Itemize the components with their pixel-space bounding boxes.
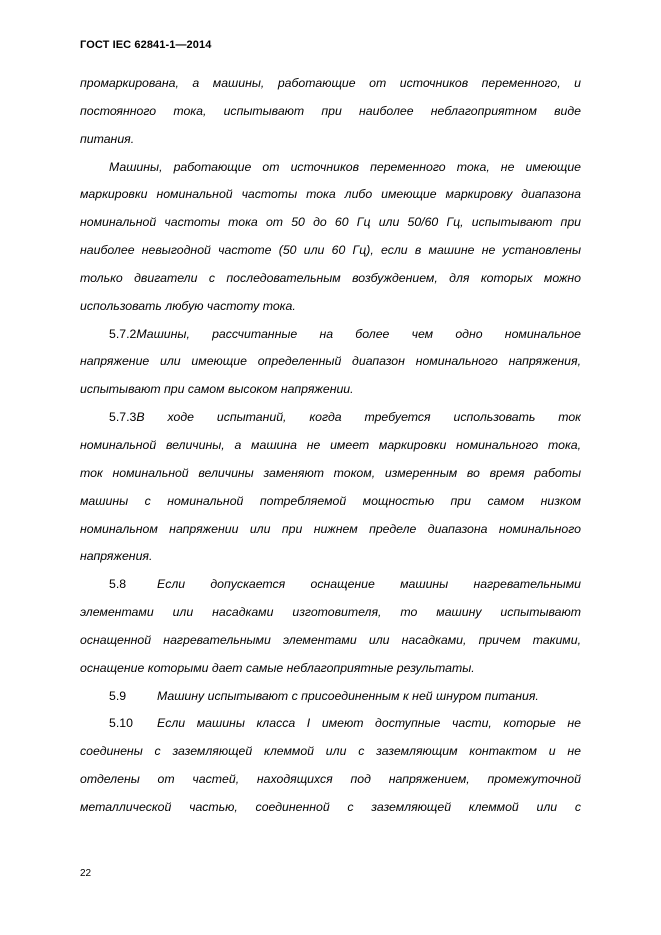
text-line: номинальной частоты тока от 50 до 60 Гц или 50/60 Гц, испытывают при [80,215,581,230]
clause-text: Если машины класса I имеют доступные части, которые не [157,716,581,731]
text-line: оснащение которыми дает самые неблагоприятные результаты. [80,660,475,675]
clause-number: 5.8 [109,577,127,592]
text-line: питания. [80,131,135,146]
text-line: испытывают при самом высоком напряжении. [80,382,354,397]
clause-5-10-first-line [80,710,581,738]
text-line: наиболее невыгодной частоте (50 или 60 Гц), если в машине не установлены [80,243,581,258]
document-header: ГОСТ IEC 62841-1—2014 [80,39,212,51]
text-line: номинальной величины, а машина не имеет маркировки номинального тока, [80,437,581,452]
clause-number: 5.7.3 [109,410,137,425]
clause-number: 5.10 [109,716,133,731]
text-line: промаркирована, а машины, работающие от источников переменного, и [80,76,581,90]
text-line: напряжения. [80,549,153,564]
page-number: 22 [80,868,92,879]
document-body [80,70,581,822]
clause-text: Если допускается оснащение машины нагревательными [157,577,581,592]
text-line: номинальном напряжении или при нижнем пределе диапазона номинального [80,521,581,536]
clause-text: Машину испытывают с присоединенным к ней шнуром питания. [157,688,539,703]
text-line: постоянного тока, испытывают при наиболее неблагоприятном виде [80,103,581,118]
clause-5-9-line [80,683,581,711]
text-line: металлической частью, соединенной с заземляющей клеммой или с [80,799,581,814]
paragraph-first-line: Машины, работающие от источников переменного тока, не имеющие [109,159,581,174]
text-line: отделены от частей, находящихся под напряжением, промежуточной [80,772,581,787]
text-line: оснащенной нагревательными элементами или насадками, причем такими, [80,632,581,647]
text-line: машины с номинальной потребляемой мощностью при самом низком [80,493,581,508]
clause-5-7-2-first-line: 5.7.2Машины, рассчитанные на более чем одно номинальное [80,321,581,349]
text-line: напряжение или имеющие определенный диапазон номинального напряжения, [80,354,581,369]
clause-5-8-first-line [80,571,581,599]
clause-5-7-3-first-line: 5.7.3В ходе испытаний, когда требуется использовать ток [80,404,581,432]
text-line: соединены с заземляющей клеммой или с заземляющим контактом и не [80,744,581,759]
text-line: маркировки номинальной частоты тока либо имеющие маркировку диапазона [80,187,581,202]
clause-number: 5.9 [109,688,127,703]
text-line: использовать любую частоту тока. [80,298,296,313]
clause-number: 5.7.2 [109,326,137,341]
text-line: элементами или насадками изготовителя, то машину испытывают [80,605,581,620]
text-line: только двигатели с последовательным возбуждением, для которых можно [80,270,581,285]
text-line: ток номинальной величины заменяют током, измеренным во время работы [80,465,581,480]
